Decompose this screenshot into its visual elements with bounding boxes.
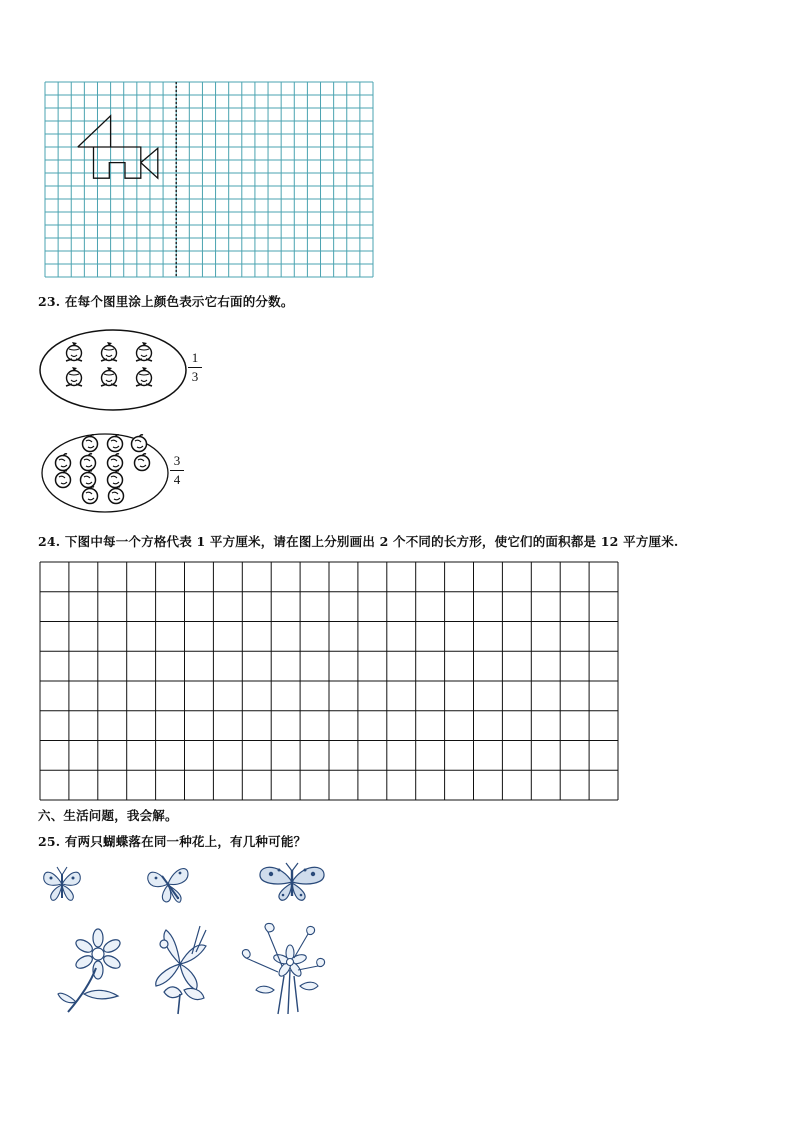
apple-item-icon <box>83 487 98 504</box>
question-23-text: 在每个图里涂上颜色表示它右面的分数。 <box>64 294 294 309</box>
question-25-text: 有两只蝴蝶落在同一种花上，有几种可能？ <box>64 834 307 849</box>
apple-item-icon <box>109 487 124 504</box>
fraction-one-third-numerator: 1 <box>191 350 199 365</box>
question-24-number: 24. <box>38 534 61 549</box>
apple-body <box>108 437 123 452</box>
question-25 <box>38 832 306 850</box>
apple-body <box>56 456 71 471</box>
apple-item-icon <box>108 471 123 488</box>
apple-body <box>83 489 98 504</box>
fraction-one-third-denominator: 3 <box>191 369 199 384</box>
apple-item-icon <box>108 454 123 471</box>
fruit-item-icon <box>101 367 117 386</box>
fraction-one-third <box>188 350 202 385</box>
figure-triangle <box>78 116 111 147</box>
symmetry-grid <box>44 81 374 278</box>
apple-item-icon <box>56 454 71 471</box>
apple-body <box>83 437 98 452</box>
fruit-item-icon <box>101 342 117 361</box>
fruit-body <box>137 371 152 386</box>
fruit-item-icon <box>66 367 82 386</box>
fraction-three-quarters-numerator: 3 <box>173 453 181 468</box>
figure-tail <box>141 148 158 178</box>
fruit-item-icon <box>66 342 82 361</box>
butterfly-2-icon <box>144 862 194 906</box>
area-grid[interactable] <box>39 561 619 801</box>
apple-body <box>132 437 147 452</box>
butterfly-3-icon <box>257 862 327 904</box>
question-25-number: 25. <box>38 834 61 849</box>
apple-item-icon <box>135 454 150 471</box>
oval-twelve-items <box>40 432 170 514</box>
fruit-body <box>137 346 152 361</box>
fruit-body <box>67 346 82 361</box>
fruit-body <box>102 346 117 361</box>
daisy-flower-icon <box>56 930 122 1016</box>
question-23-number: 23. <box>38 294 61 309</box>
fruit-body <box>102 371 117 386</box>
fraction-three-quarters <box>170 453 184 488</box>
apple-item-icon <box>81 454 96 471</box>
apple-item-icon <box>83 435 98 452</box>
question-24 <box>38 532 678 550</box>
fruit-item-icon <box>136 342 152 361</box>
figure-body <box>78 147 141 178</box>
apple-body <box>109 489 124 504</box>
question-24-text: 下图中每一个方格代表 1 平方厘米，请在图上分别画出 2 个不同的长方形，使它们的面积都是 12 平方厘米. <box>64 534 679 549</box>
lily-flower-icon <box>144 924 216 1016</box>
apple-item-icon <box>108 435 123 452</box>
apple-item-icon <box>56 471 71 488</box>
apple-body <box>81 456 96 471</box>
oval-six-items <box>38 328 188 412</box>
bouquet-flower-icon <box>238 920 328 1016</box>
fruit-item-icon <box>136 367 152 386</box>
apple-body <box>108 473 123 488</box>
apple-body <box>81 473 96 488</box>
apple-body <box>56 473 71 488</box>
fruit-body <box>67 371 82 386</box>
fraction-three-quarters-denominator: 4 <box>173 472 181 487</box>
apple-body <box>108 456 123 471</box>
question-23 <box>38 292 294 310</box>
apple-body <box>135 456 150 471</box>
section-6-title: 六、生活问题，我会解。 <box>38 808 178 823</box>
apple-item-icon <box>81 471 96 488</box>
butterfly-1-icon <box>40 864 84 904</box>
apple-item-icon <box>132 435 147 452</box>
